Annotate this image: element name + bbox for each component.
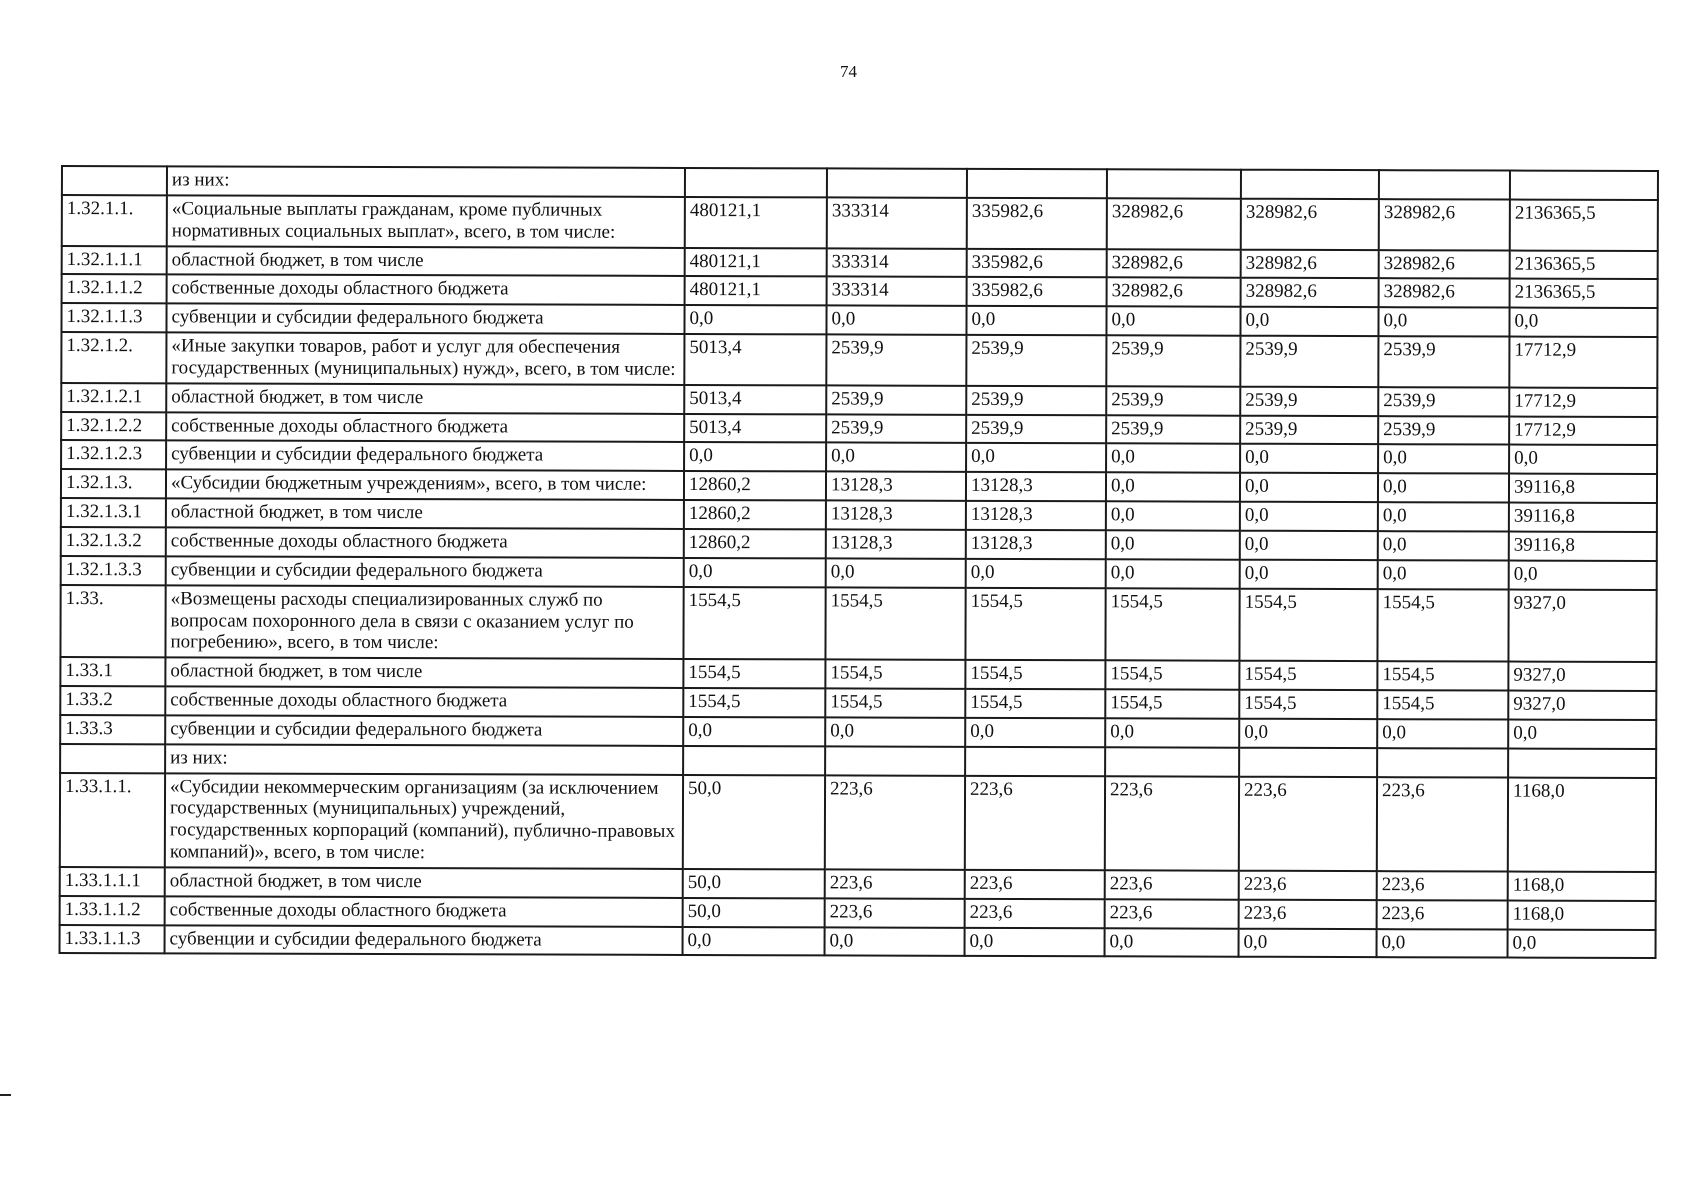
row-value-col-2: 333314	[827, 197, 967, 248]
row-name: «Возмещены расходы специализированных служб по вопросам похоронного дела в связи с оказанием услуг по погребению», всего, в том числе:	[165, 585, 683, 659]
row-value-col-2: 1554,5	[825, 688, 965, 717]
row-value-col-3: 13128,3	[966, 501, 1106, 530]
row-value-col-1: 0,0	[684, 558, 826, 587]
row-name: областной бюджет, в том числе	[165, 867, 683, 897]
row-value-col-6: 1554,5	[1377, 589, 1508, 662]
row-value-col-5: 0,0	[1240, 473, 1378, 502]
row-value-col-7: 9327,0	[1508, 691, 1656, 720]
row-value-col-7: 2136365,5	[1510, 199, 1658, 250]
row-value-col-4: 328982,6	[1107, 278, 1241, 307]
row-code	[62, 166, 167, 195]
row-value-col-6: 328982,6	[1379, 199, 1510, 250]
row-value-col-4: 328982,6	[1107, 249, 1241, 278]
row-value-col-4: 1554,5	[1105, 689, 1239, 718]
row-value-col-4: 223,6	[1105, 870, 1239, 899]
table-row	[60, 925, 1656, 959]
row-code	[60, 744, 165, 773]
row-value-col-4: 0,0	[1106, 307, 1240, 336]
row-value-col-4: 0,0	[1105, 928, 1239, 957]
row-value-col-1: 12860,2	[684, 529, 826, 558]
row-value-col-3: 0,0	[966, 443, 1106, 472]
row-value-col-4: 1554,5	[1105, 660, 1239, 689]
row-value-col-6: 223,6	[1377, 777, 1508, 872]
row-value-col-1: 50,0	[683, 898, 825, 927]
row-value-col-7: 1168,0	[1508, 900, 1656, 929]
row-name: областной бюджет, в том числе	[165, 658, 683, 688]
row-value-col-7: 0,0	[1508, 929, 1656, 958]
row-value-col-1: 50,0	[683, 869, 825, 898]
row-value-col-5: 223,6	[1239, 899, 1377, 928]
row-code: 1.32.1.3.1	[61, 498, 166, 527]
row-value-col-4: 2539,9	[1106, 415, 1240, 444]
row-value-col-6: 0,0	[1378, 531, 1509, 560]
row-value-col-7: 0,0	[1508, 719, 1656, 748]
row-value-col-4: 328982,6	[1107, 198, 1241, 249]
row-value-col-5	[1241, 170, 1379, 199]
row-value-col-1: 12860,2	[684, 471, 826, 500]
row-value-col-1: 0,0	[684, 442, 826, 471]
row-value-col-1: 5013,4	[684, 334, 826, 385]
row-value-col-2: 0,0	[826, 306, 966, 335]
row-value-col-2: 0,0	[825, 927, 965, 956]
row-value-col-3: 1554,5	[965, 660, 1105, 689]
row-value-col-1: 0,0	[683, 717, 825, 746]
row-code: 1.32.1.1.	[62, 195, 167, 246]
row-value-col-7: 2136365,5	[1510, 250, 1658, 279]
row-value-col-6	[1377, 748, 1508, 777]
row-value-col-4: 0,0	[1106, 473, 1240, 502]
row-value-col-5: 223,6	[1239, 871, 1377, 900]
row-value-col-3: 335982,6	[967, 248, 1107, 277]
page-number: 74	[840, 62, 857, 81]
row-value-col-5: 328982,6	[1241, 249, 1379, 278]
row-value-col-2: 2539,9	[826, 334, 966, 385]
row-name: субвенции и субсидии федерального бюджета	[165, 925, 683, 955]
row-value-col-2: 13128,3	[826, 472, 966, 501]
row-name: «Социальные выплаты гражданам, кроме публичных нормативных социальных выплат», всего, в том числе:	[167, 195, 685, 247]
row-code: 1.33.1	[60, 657, 165, 686]
row-value-col-6: 0,0	[1377, 929, 1508, 958]
row-value-col-6: 0,0	[1378, 445, 1509, 474]
row-value-col-6: 223,6	[1377, 871, 1508, 900]
row-value-col-3: 223,6	[965, 870, 1105, 899]
row-value-col-5	[1239, 747, 1377, 776]
row-code: 1.33.1.1.	[60, 773, 165, 868]
row-value-col-2: 13128,3	[826, 529, 966, 558]
row-value-col-3	[965, 747, 1105, 776]
row-value-col-2: 333314	[827, 277, 967, 306]
row-value-col-6: 1554,5	[1377, 661, 1508, 690]
table-row	[61, 332, 1657, 388]
row-value-col-5: 1554,5	[1239, 690, 1377, 719]
row-value-col-2	[825, 746, 965, 775]
row-name: собственные доходы областного бюджета	[165, 686, 683, 716]
row-code: 1.32.1.2.2	[61, 412, 166, 441]
row-value-col-4	[1105, 747, 1239, 776]
row-value-col-7: 2136365,5	[1510, 279, 1658, 308]
row-value-col-2: 333314	[827, 248, 967, 277]
row-value-col-2: 0,0	[826, 443, 966, 472]
row-value-col-6: 2539,9	[1378, 416, 1509, 445]
row-value-col-3: 223,6	[965, 775, 1105, 870]
row-value-col-3: 335982,6	[967, 198, 1107, 249]
row-value-col-2: 223,6	[825, 869, 965, 898]
row-value-col-1: 12860,2	[684, 500, 826, 529]
row-value-col-3: 1554,5	[965, 588, 1105, 661]
row-value-col-6: 0,0	[1378, 473, 1509, 502]
row-value-col-7: 9327,0	[1508, 589, 1656, 662]
row-value-col-6: 0,0	[1378, 502, 1509, 531]
row-value-col-2: 2539,9	[826, 385, 966, 414]
row-value-col-6: 0,0	[1377, 719, 1508, 748]
row-name: собственные доходы областного бюджета	[167, 275, 685, 305]
row-value-col-1: 0,0	[683, 927, 825, 956]
row-value-col-1: 480121,1	[685, 276, 827, 305]
row-code: 1.32.1.1.3	[61, 303, 166, 332]
row-name: областной бюджет, в том числе	[166, 383, 684, 413]
row-value-col-7: 9327,0	[1508, 662, 1656, 691]
row-code: 1.32.1.3.2	[61, 527, 166, 556]
row-value-col-2: 0,0	[825, 717, 965, 746]
row-value-col-5: 2539,9	[1240, 336, 1378, 387]
row-value-col-6: 2539,9	[1378, 387, 1509, 416]
row-name: из них:	[165, 744, 683, 774]
row-value-col-6: 2539,9	[1378, 336, 1509, 387]
row-value-col-5: 223,6	[1239, 776, 1377, 871]
row-value-col-5: 2539,9	[1240, 415, 1378, 444]
row-name: собственные доходы областного бюджета	[166, 412, 684, 442]
row-code: 1.33.1.1.2	[60, 896, 165, 925]
row-value-col-5: 0,0	[1240, 531, 1378, 560]
row-value-col-3: 0,0	[965, 927, 1105, 956]
row-value-col-3: 2539,9	[966, 335, 1106, 386]
row-value-col-5: 0,0	[1240, 444, 1378, 473]
row-value-col-3: 1554,5	[965, 689, 1105, 718]
table-row	[60, 585, 1656, 663]
row-code: 1.32.1.2.	[61, 332, 166, 383]
row-value-col-4: 0,0	[1106, 559, 1240, 588]
row-value-col-7: 1168,0	[1508, 777, 1656, 872]
row-value-col-3: 13128,3	[966, 472, 1106, 501]
row-value-col-5: 0,0	[1240, 502, 1378, 531]
row-value-col-2: 0,0	[826, 558, 966, 587]
row-name: собственные доходы областного бюджета	[165, 896, 683, 926]
row-value-col-7: 17712,9	[1509, 416, 1657, 445]
row-name: субвенции и субсидии федерального бюджета	[166, 441, 684, 471]
row-value-col-7: 39116,8	[1509, 532, 1657, 561]
row-value-col-4: 2539,9	[1106, 386, 1240, 415]
margin-mark	[0, 1094, 11, 1096]
row-value-col-4: 0,0	[1106, 501, 1240, 530]
row-name: областной бюджет, в том числе	[167, 246, 685, 276]
row-name: «Субсидии некоммерческим организациям (за исключением государственных (муниципальных) учреждений, государственных корпораций (компаний), публично-правовых компаний)», всего, в том числе:	[165, 773, 683, 869]
row-code: 1.33.1.1.1	[60, 867, 165, 896]
row-value-col-3: 0,0	[966, 559, 1106, 588]
row-value-col-6: 328982,6	[1379, 250, 1510, 279]
row-value-col-6: 223,6	[1377, 900, 1508, 929]
row-value-col-2: 1554,5	[825, 660, 965, 689]
row-value-col-4: 223,6	[1105, 899, 1239, 928]
row-value-col-3: 223,6	[965, 899, 1105, 928]
row-value-col-1: 480121,1	[685, 247, 827, 276]
row-value-col-7: 39116,8	[1509, 503, 1657, 532]
row-value-col-1: 5013,4	[684, 385, 826, 414]
row-value-col-7: 1168,0	[1508, 871, 1656, 900]
row-code: 1.33.	[60, 585, 165, 658]
row-value-col-3	[967, 169, 1107, 198]
row-code: 1.32.1.1.1	[62, 246, 167, 275]
row-value-col-1: 1554,5	[683, 688, 825, 717]
row-value-col-1	[683, 746, 825, 775]
row-code: 1.33.2	[60, 686, 165, 715]
row-value-col-5: 1554,5	[1239, 588, 1377, 661]
row-name: субвенции и субсидии федерального бюджета	[166, 304, 684, 334]
row-value-col-3: 2539,9	[966, 414, 1106, 443]
row-value-col-1: 5013,4	[684, 414, 826, 443]
row-value-col-3: 0,0	[965, 718, 1105, 747]
row-name: из них:	[167, 166, 685, 196]
row-value-col-3: 335982,6	[967, 277, 1107, 306]
row-code: 1.32.1.2.1	[61, 383, 166, 412]
row-value-col-4: 0,0	[1106, 444, 1240, 473]
row-value-col-1: 50,0	[683, 775, 825, 870]
row-code: 1.32.1.2.3	[61, 440, 166, 469]
row-value-col-7: 0,0	[1509, 445, 1657, 474]
row-value-col-1	[685, 168, 827, 197]
table-row	[60, 773, 1656, 872]
row-value-col-5: 2539,9	[1240, 386, 1378, 415]
row-value-col-2	[827, 168, 967, 197]
row-value-col-7	[1510, 171, 1658, 200]
row-value-col-6: 0,0	[1378, 560, 1509, 589]
row-value-col-2: 2539,9	[826, 414, 966, 443]
row-code: 1.33.3	[60, 715, 165, 744]
row-value-col-4: 223,6	[1105, 776, 1239, 871]
budget-table	[59, 165, 1659, 959]
row-code: 1.32.1.3.3	[61, 556, 166, 585]
row-value-col-2: 223,6	[825, 898, 965, 927]
row-value-col-4: 0,0	[1105, 718, 1239, 747]
row-name: «Иные закупки товаров, работ и услуг для обеспечения государственных (муниципальных) нужд», всего, в том числе:	[166, 332, 684, 384]
row-value-col-2: 13128,3	[826, 501, 966, 530]
row-value-col-1: 1554,5	[683, 587, 825, 660]
row-value-col-3: 0,0	[966, 306, 1106, 335]
row-name: субвенции и субсидии федерального бюджета	[166, 556, 684, 586]
row-value-col-2: 223,6	[825, 775, 965, 870]
row-value-col-5: 0,0	[1240, 560, 1378, 589]
row-value-col-3: 2539,9	[966, 386, 1106, 415]
row-code: 1.32.1.3.	[61, 469, 166, 498]
row-value-col-7	[1508, 748, 1656, 777]
table-body	[60, 166, 1658, 958]
row-value-col-5: 328982,6	[1241, 278, 1379, 307]
row-value-col-5: 0,0	[1239, 719, 1377, 748]
row-value-col-3: 13128,3	[966, 530, 1106, 559]
row-value-col-5: 0,0	[1240, 307, 1378, 336]
row-value-col-7: 17712,9	[1509, 387, 1657, 416]
row-value-col-4: 0,0	[1106, 530, 1240, 559]
row-value-col-6: 1554,5	[1377, 690, 1508, 719]
row-name: областной бюджет, в том числе	[166, 498, 684, 528]
row-name: субвенции и субсидии федерального бюджета	[165, 715, 683, 745]
table-row	[62, 195, 1658, 251]
row-value-col-7: 17712,9	[1509, 337, 1657, 388]
row-value-col-5: 0,0	[1239, 928, 1377, 957]
row-name: собственные доходы областного бюджета	[166, 527, 684, 557]
row-value-col-4: 1554,5	[1105, 588, 1239, 661]
row-value-col-7: 39116,8	[1509, 474, 1657, 503]
row-value-col-7: 0,0	[1509, 560, 1657, 589]
row-value-col-4: 2539,9	[1106, 335, 1240, 386]
row-value-col-2: 1554,5	[825, 587, 965, 660]
row-value-col-1: 1554,5	[683, 659, 825, 688]
row-code: 1.32.1.1.2	[62, 274, 167, 303]
row-value-col-6	[1379, 170, 1510, 199]
row-value-col-6: 328982,6	[1379, 279, 1510, 308]
row-code: 1.33.1.1.3	[60, 925, 165, 954]
row-value-col-7: 0,0	[1509, 308, 1657, 337]
row-value-col-5: 328982,6	[1241, 199, 1379, 250]
row-value-col-5: 1554,5	[1239, 661, 1377, 690]
row-value-col-1: 480121,1	[685, 197, 827, 248]
row-value-col-4	[1107, 169, 1241, 198]
row-value-col-1: 0,0	[684, 305, 826, 334]
row-name: «Субсидии бюджетным учреждениям», всего, в том числе:	[166, 470, 684, 500]
row-value-col-6: 0,0	[1378, 307, 1509, 336]
